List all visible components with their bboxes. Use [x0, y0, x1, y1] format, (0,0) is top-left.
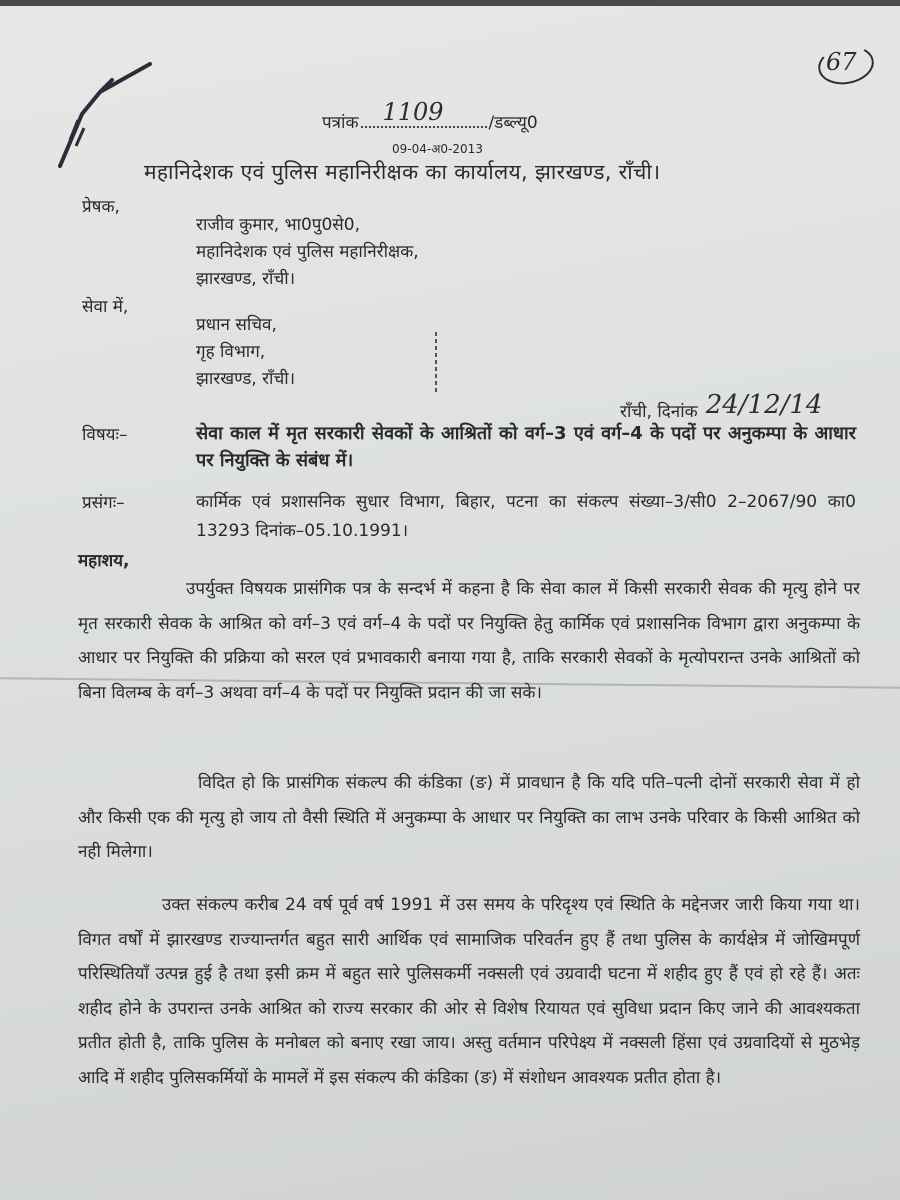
reference-date: 09-04-अ0-2013 [392, 142, 483, 156]
recipient-line: झारखण्ड, राँची। [196, 369, 296, 389]
recipient-line: प्रधान सचिव, [196, 315, 277, 335]
reference-number-field [361, 98, 487, 128]
reference-number: 1109 [382, 98, 444, 126]
letter-page [0, 6, 900, 1200]
sender-line: राजीव कुमार, भा0पु0से0, [196, 215, 360, 235]
prasang-text: कार्मिक एवं प्रशासनिक सुधार विभाग, बिहार, पटना का संकल्प संख्या–3/सी0 2–2067/90 का0 13293 दिनांक–05.10.1991। [196, 492, 856, 541]
dateline-date: 24/12/14 [705, 390, 823, 420]
body-paragraph: उपर्युक्त विषयक प्रासंगिक पत्र के सन्दर्भ में कहना है कि सेवा काल में किसी सरकारी सेवक की मृत्यु होने पर मृत सरकारी सेवक के आश्रित को वर्ग–3 एवं वर्ग–4 के पदों पर नियुक्ति हेतु कार्मिक एवं प्रशासनिक विभाग द्वारा अनुकम्पा के आधार पर नियुक्ति की प्रक्रिया को सरल एवं प्रभावकारी बनाया गया है, ताकि सरकारी सेवकों के मृत्योपरान्त उनके आश्रितों को बिना विलम्ब के वर्ग–3 अथवा वर्ग–4 के पदों पर नियुक्ति प्रदान की जा सके। [78, 579, 860, 703]
reference-suffix: /डब्ल्यू0 [488, 113, 538, 133]
sender-line: झारखण्ड, राँची। [196, 269, 296, 289]
page-number: 67 [826, 48, 857, 76]
recipient-label: सेवा में, [82, 297, 129, 317]
dateline-label: राँची, दिनांक [620, 402, 698, 422]
sender-address [196, 212, 419, 293]
body-paragraph: उक्त संकल्प करीब 24 वर्ष पूर्व वर्ष 1991 में उस समय के परिदृश्य एवं स्थिति के मद्देनजर जारी किया गया था। विगत वर्षों में झारखण्ड राज्यान्तर्गत बहुत सारी आर्थिक एवं सामाजिक परिवर्तन हुए हैं तथा पुलिस के कार्यक्षेत्र में जोखिमपूर्ण परिस्थितियाँ उत्पन्न हुई है तथा इसी क्रम में बहुत सारे पुलिसकर्मी नक्सली एवं उग्रवादी घटना में शहीद हुए हैं एवं हो रहे हैं। अतः शहीद होने के उपरान्त उनके आश्रित को राज्य सरकार की ओर से विशेष रियायत एवं सुविधा प्रदान किए जाने की आवश्यकता प्रतीत होती है, ताकि पुलिस के मनोबल को बनाए रखा जाय। अस्तु वर्तमान परिपेक्ष्य में नक्सली हिंसा एवं उग्रवादियों से मुठभेड़ आदि में शहीद पुलिसकर्मियों के मामलें में इस संकल्प की कंडिका (ङ) में संशोधन आवश्यक प्रतीत होता है। [78, 895, 860, 1088]
sender-label: प्रेषक, [82, 197, 120, 217]
body-paragraph: विदित हो कि प्रासंगिक संकल्प की कंडिका (ङ) में प्रावधान है कि यदि पति–पत्नी दोनों सरकारी सेवा में हो और किसी एक की मृत्यु हो जाय तो वैसी स्थिति में अनुकम्पा के आधार पर नियुक्ति का लाभ उनके परिवार के किसी आश्रित को नही मिलेगा। [78, 773, 860, 862]
recipient-address [196, 312, 295, 393]
reference-line [322, 98, 538, 133]
reference-label: पत्रांक [322, 113, 359, 133]
salutation: महाशय, [78, 551, 130, 571]
subject-label: विषयः– [82, 425, 128, 445]
prasang-label: प्रसंगः– [82, 493, 125, 513]
office-title: महानिदेशक एवं पुलिस महानिरीक्षक का कार्यालय, झारखण्ड, राँची। [144, 160, 661, 184]
subject-text: सेवा काल में मृत सरकारी सेवकों के आश्रितों को वर्ग–3 एवं वर्ग–4 के पदों पर अनुकम्पा के आधार पर नियुक्ति के संबंध में। [196, 423, 856, 471]
handwritten-tick-mark-icon [40, 54, 160, 174]
sender-line: महानिदेशक एवं पुलिस महानिरीक्षक, [196, 242, 419, 262]
recipient-line: गृह विभाग, [196, 342, 266, 362]
staple-mark-icon [432, 332, 440, 392]
